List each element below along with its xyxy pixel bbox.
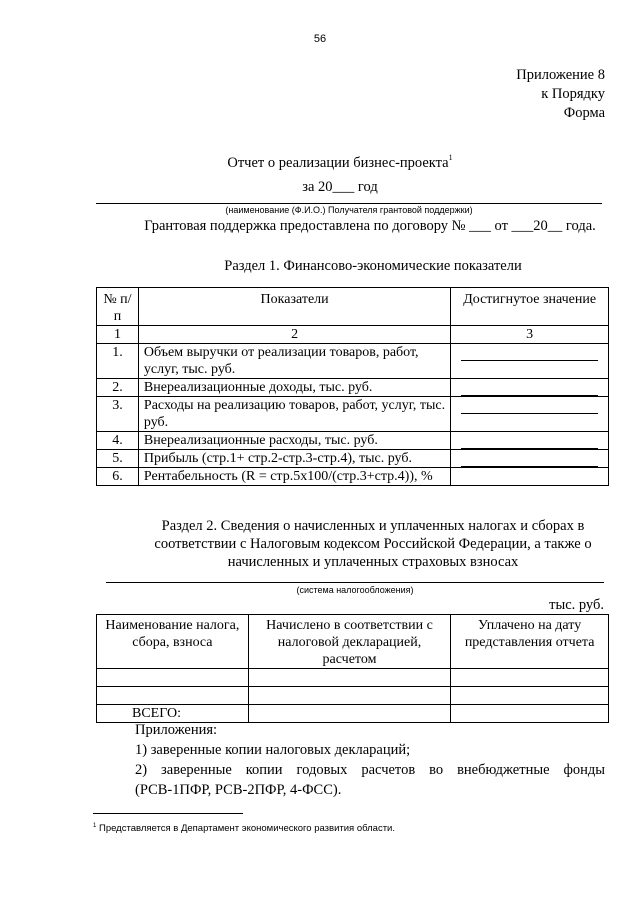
row-number: 2. <box>97 379 139 397</box>
header-paid: Уплачено на дату представления отчета <box>451 615 609 669</box>
attachments-title: Приложения: <box>135 722 218 738</box>
attachment-item-1: 1) заверенные копии налоговых деклараций; <box>135 742 411 758</box>
table-row <box>97 468 609 486</box>
title-line-1: Отчет о реализации бизнес-проекта <box>227 155 449 171</box>
title-line-2: за 20___ год <box>302 179 378 195</box>
section2-title-line-3: начисленных и уплаченных страховых взносах <box>227 554 519 570</box>
row-label: Расходы на реализацию товаров, работ, услуг, тыс. руб. <box>138 397 450 432</box>
attachment-item-2: 2) заверенные копии годовых расчетов во внебюджетные фонды (РСВ-1ПФР, РСВ-2ПФР, 4-ФСС). <box>135 762 605 798</box>
total-label: ВСЕГО: <box>97 705 249 723</box>
footnote-mark: 1 <box>448 153 453 162</box>
row-number: 5. <box>97 450 139 468</box>
tax-name-cell[interactable] <box>97 687 249 705</box>
tax-system-fill-line <box>106 582 604 583</box>
recipient-caption: (наименование (Ф.И.О.) Получателя грантовой поддержки) <box>225 205 473 215</box>
section2-title-line-2: соответствии с Налоговым кодексом Российской Федерации, а также о <box>154 536 592 552</box>
row-label: Внереализационные расходы, тыс. руб. <box>138 432 450 450</box>
table-row <box>97 432 609 450</box>
table-row <box>97 344 609 379</box>
section1-title: Раздел 1. Финансово-экономические показатели <box>224 258 522 274</box>
value-cell[interactable] <box>451 344 609 379</box>
header-accrued: Начислено в соответствии с налоговой декларацией, расчетом <box>248 615 451 669</box>
row-label: Рентабельность (R = стр.5х100/(стр.3+стр.4)), % <box>138 468 450 486</box>
financial-indicators-table <box>96 287 609 486</box>
footnote-separator <box>93 813 243 814</box>
table-row <box>97 450 609 468</box>
recipient-fill-line <box>96 203 602 204</box>
footnote-text: Представляется в Департамент экономического развития области. <box>98 823 395 834</box>
table-row <box>97 687 609 705</box>
row-label: Прибыль (стр.1+ стр.2-стр.3-стр.4), тыс. руб. <box>138 450 450 468</box>
tax-system-caption: (система налогообложения) <box>296 585 414 595</box>
col-number-2: 2 <box>138 326 450 344</box>
value-cell[interactable] <box>451 468 609 486</box>
footnote <box>93 823 395 834</box>
row-label: Объем выручки от реализации товаров, работ, услуг, тыс. руб. <box>138 344 450 379</box>
col-number-3: 3 <box>451 326 609 344</box>
footnote-number: 1 <box>93 823 97 829</box>
accrued-cell[interactable] <box>248 687 451 705</box>
grant-line: Грантовая поддержка предоставлена по договору № ___ от ___20__ года. <box>144 218 596 234</box>
value-cell[interactable] <box>451 432 609 450</box>
attachments <box>135 720 605 800</box>
value-cell[interactable] <box>451 397 609 432</box>
table-header-row <box>97 288 609 326</box>
paid-cell[interactable] <box>451 687 609 705</box>
row-number: 3. <box>97 397 139 432</box>
annex-header <box>516 66 605 123</box>
col-number-1: 1 <box>97 326 139 344</box>
header-achieved-value: Достигнутое значение <box>451 288 609 326</box>
value-cell[interactable] <box>451 450 609 468</box>
page-number: 56 <box>313 33 327 45</box>
row-label: Внереализационные доходы, тыс. руб. <box>138 379 450 397</box>
taxes-table <box>96 614 609 723</box>
annex-line-1: Приложение 8 <box>516 67 605 83</box>
tax-name-cell[interactable] <box>97 669 249 687</box>
table-row <box>97 669 609 687</box>
header-number: № п/п <box>97 288 139 326</box>
units-label: тыс. руб. <box>549 597 604 613</box>
table-row <box>97 379 609 397</box>
section2-title <box>0 517 640 571</box>
table-header-row <box>97 615 609 669</box>
annex-line-2: к Порядку <box>541 86 605 102</box>
row-number: 4. <box>97 432 139 450</box>
value-cell[interactable] <box>451 379 609 397</box>
row-number: 6. <box>97 468 139 486</box>
table-column-numbers <box>97 326 609 344</box>
report-title <box>0 146 640 199</box>
accrued-cell[interactable] <box>248 669 451 687</box>
header-indicators: Показатели <box>138 288 450 326</box>
paid-cell[interactable] <box>451 669 609 687</box>
header-tax-name: Наименование налога, сбора, взноса <box>97 615 249 669</box>
row-number: 1. <box>97 344 139 379</box>
table-row <box>97 397 609 432</box>
annex-line-3: Форма <box>563 105 605 121</box>
section2-title-line-1: Раздел 2. Сведения о начисленных и уплаченных налогах и сборах в <box>161 518 585 534</box>
